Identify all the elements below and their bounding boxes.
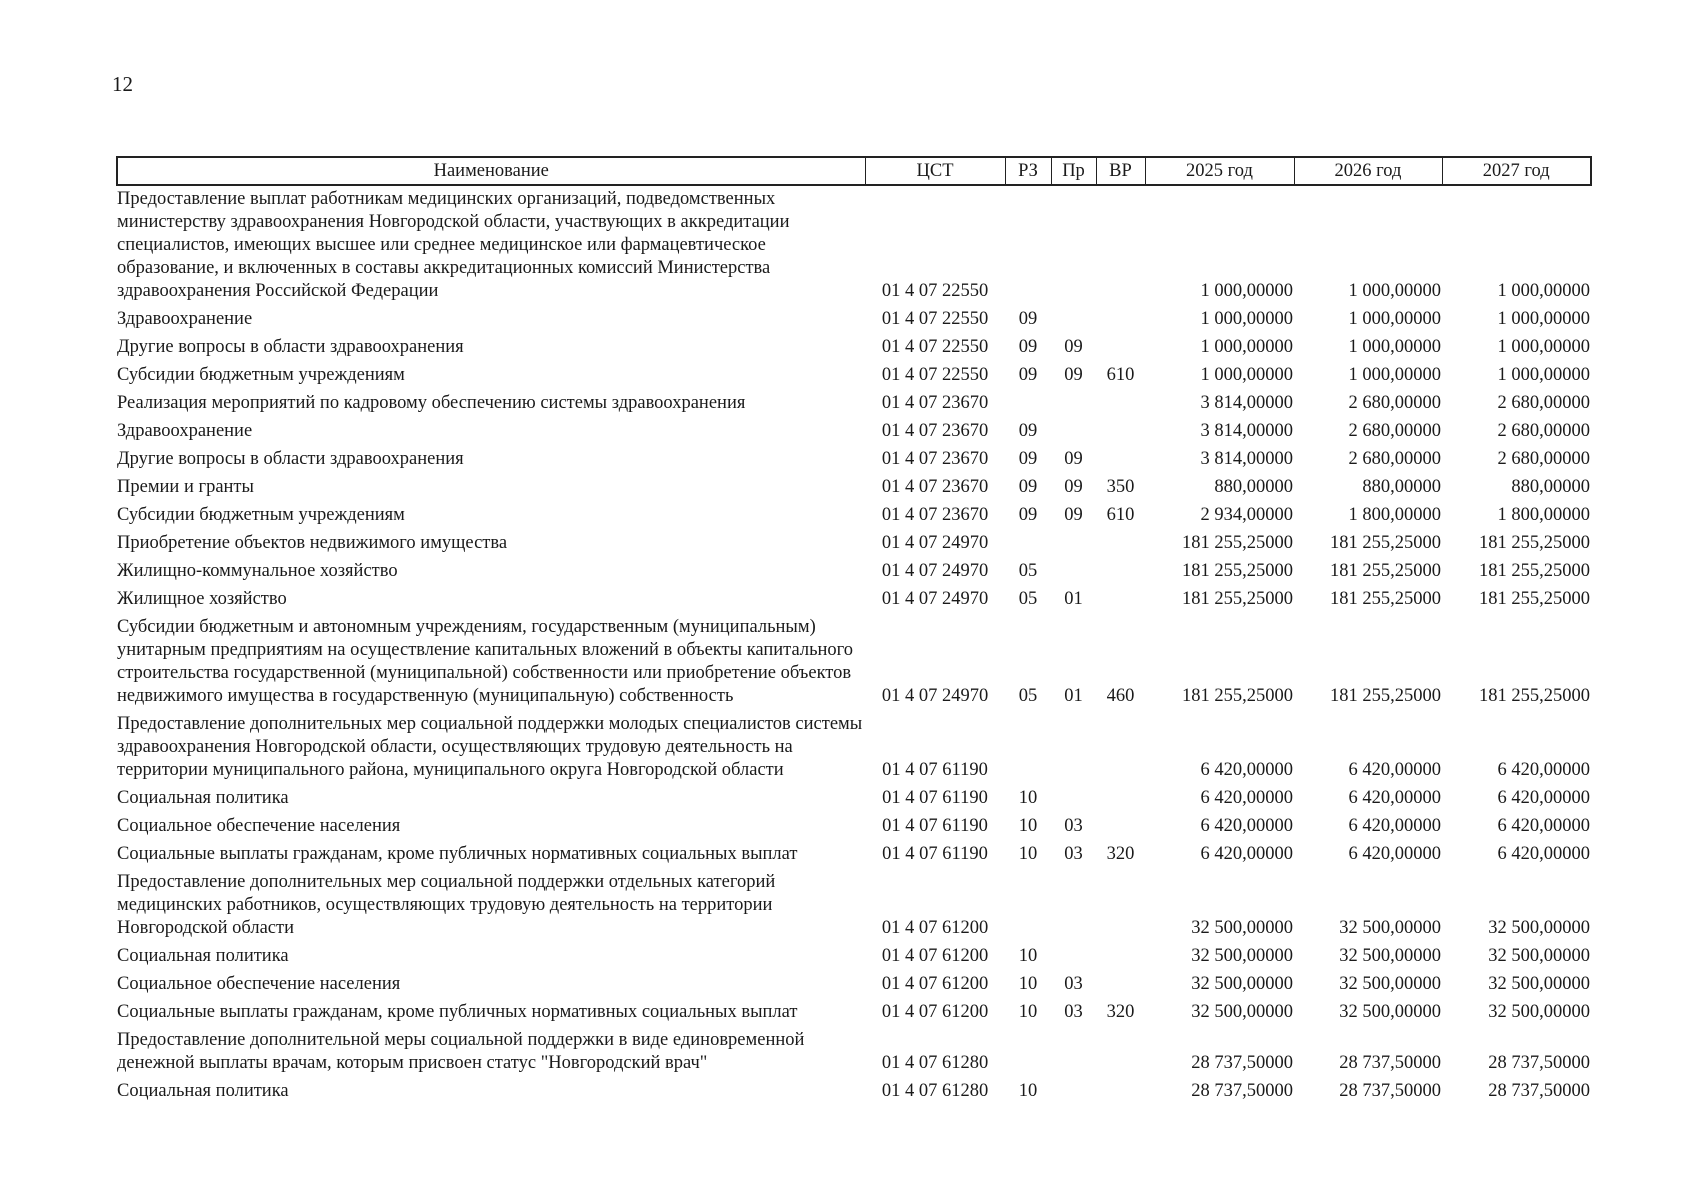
- row-2025-amount: 3 814,00000: [1200, 449, 1293, 469]
- row-pr: [1051, 558, 1096, 586]
- row-name: Социальная политика: [117, 1081, 289, 1101]
- row-2025-amount: 6 420,00000: [1200, 760, 1293, 780]
- row-2027-amount: 32 500,00000: [1488, 946, 1590, 966]
- row-2025-amount: 32 500,00000: [1191, 974, 1293, 994]
- row-vr: [1096, 971, 1145, 999]
- row-rz: 09: [1018, 505, 1038, 525]
- table-row: [117, 943, 1591, 971]
- row-2026-amount: 32 500,00000: [1339, 946, 1441, 966]
- row-rz: 10: [1018, 816, 1038, 836]
- row-name: Приобретение объектов недвижимого имущества: [117, 533, 508, 553]
- row-cst: 01 4 07 61280: [881, 1081, 989, 1101]
- table-row: [117, 1078, 1591, 1106]
- row-cst: 01 4 07 61190: [882, 760, 988, 780]
- row-name: Предоставление выплат работникам медицинских организаций, подведомственных министерству здравоохранения Новгородской области, участвующих в аккредитации специалистов, имеющих высшее или среднее медицинское или фармацевтическое образование, и включенных в составы аккредитационных комиссий Министерства здравоохранения Российской Федерации: [117, 189, 790, 301]
- row-2026-amount: 32 500,00000: [1339, 1002, 1441, 1022]
- row-vr: [1096, 558, 1145, 586]
- row-rz: [1005, 1027, 1051, 1078]
- row-2025-amount: 1 000,00000: [1200, 337, 1293, 357]
- row-rz: 09: [1018, 365, 1038, 385]
- row-2027-amount: 6 420,00000: [1497, 760, 1590, 780]
- row-2027-amount: 181 255,25000: [1479, 686, 1590, 706]
- row-name: Жилищно-коммунальное хозяйство: [117, 561, 398, 581]
- row-name: Реализация мероприятий по кадровому обеспечению системы здравоохранения: [117, 393, 746, 413]
- row-pr: [1051, 390, 1096, 418]
- row-2027-amount: 6 420,00000: [1497, 816, 1590, 836]
- row-2027-amount: 1 000,00000: [1497, 337, 1590, 357]
- header-cst: ЦСТ: [865, 157, 1005, 185]
- row-rz: [1005, 869, 1051, 943]
- row-rz: 10: [1018, 1081, 1038, 1101]
- row-cst: 01 4 07 61200: [881, 974, 989, 994]
- row-vr: 610: [1106, 505, 1135, 525]
- row-pr: [1051, 185, 1096, 306]
- row-vr: 460: [1106, 686, 1135, 706]
- table-row: [117, 841, 1591, 869]
- row-cst: 01 4 07 61200: [881, 946, 989, 966]
- row-name: Премии и гранты: [117, 477, 254, 497]
- row-name: Социальное обеспечение населения: [117, 974, 401, 994]
- row-rz: 09: [1018, 477, 1038, 497]
- row-vr: 320: [1106, 1002, 1135, 1022]
- table-row: [117, 474, 1591, 502]
- row-vr: [1096, 185, 1145, 306]
- row-2025-amount: 32 500,00000: [1191, 1002, 1293, 1022]
- row-cst: 01 4 07 61280: [881, 1053, 989, 1073]
- row-name: Здравоохранение: [117, 309, 253, 329]
- row-vr: [1096, 418, 1145, 446]
- row-cst: 01 4 07 22550: [881, 309, 989, 329]
- row-rz: [1005, 390, 1051, 418]
- row-2026-amount: 6 420,00000: [1348, 844, 1441, 864]
- row-cst: 01 4 07 22550: [881, 337, 989, 357]
- row-pr: [1051, 418, 1096, 446]
- row-pr: [1051, 1078, 1096, 1106]
- row-name: Здравоохранение: [117, 421, 253, 441]
- row-2026-amount: 880,00000: [1362, 477, 1441, 497]
- row-2025-amount: 2 934,00000: [1200, 505, 1293, 525]
- row-name: Предоставление дополнительных мер социальной поддержки отдельных категорий медицинских работников, осуществляющих трудовую деятельность на территории Новгородской области: [117, 872, 776, 938]
- row-name: Социальная политика: [117, 946, 289, 966]
- row-2026-amount: 6 420,00000: [1348, 816, 1441, 836]
- table-row: [117, 971, 1591, 999]
- row-2025-amount: 1 000,00000: [1200, 309, 1293, 329]
- row-2025-amount: 1 000,00000: [1200, 281, 1293, 301]
- header-rz: РЗ: [1005, 157, 1051, 185]
- table-row: [117, 362, 1591, 390]
- table-row: [117, 185, 1591, 306]
- header-2026: 2026 год: [1294, 157, 1442, 185]
- row-rz: [1005, 530, 1051, 558]
- row-2026-amount: 181 255,25000: [1330, 561, 1441, 581]
- row-2027-amount: 32 500,00000: [1488, 918, 1590, 938]
- row-cst: 01 4 07 61190: [882, 816, 988, 836]
- row-pr: 01: [1064, 589, 1083, 609]
- row-pr: 03: [1064, 844, 1083, 864]
- row-vr: [1096, 813, 1145, 841]
- row-rz: 05: [1018, 561, 1038, 581]
- row-pr: [1051, 785, 1096, 813]
- row-pr: 03: [1064, 816, 1083, 836]
- row-vr: [1096, 869, 1145, 943]
- row-2025-amount: 181 255,25000: [1182, 533, 1293, 553]
- page-number: 12: [112, 72, 133, 96]
- row-2025-amount: 181 255,25000: [1182, 589, 1293, 609]
- row-vr: 320: [1106, 844, 1135, 864]
- row-pr: [1051, 943, 1096, 971]
- row-2026-amount: 2 680,00000: [1348, 421, 1441, 441]
- row-vr: 350: [1106, 477, 1135, 497]
- row-cst: 01 4 07 22550: [881, 281, 989, 301]
- row-name: Социальные выплаты гражданам, кроме публичных нормативных социальных выплат: [117, 844, 798, 864]
- table-row: [117, 334, 1591, 362]
- row-rz: 10: [1018, 844, 1038, 864]
- row-2026-amount: 181 255,25000: [1330, 589, 1441, 609]
- row-pr: [1051, 306, 1096, 334]
- row-2025-amount: 880,00000: [1214, 477, 1293, 497]
- row-cst: 01 4 07 24970: [881, 686, 989, 706]
- row-vr: [1096, 1078, 1145, 1106]
- row-2025-amount: 3 814,00000: [1200, 421, 1293, 441]
- row-rz: 10: [1018, 1002, 1038, 1022]
- row-vr: [1096, 1027, 1145, 1078]
- row-rz: 05: [1018, 686, 1038, 706]
- row-cst: 01 4 07 22550: [881, 365, 989, 385]
- row-name: Другие вопросы в области здравоохранения: [117, 337, 464, 357]
- header-vr: ВР: [1096, 157, 1145, 185]
- row-rz: 10: [1018, 974, 1038, 994]
- row-vr: 610: [1106, 365, 1135, 385]
- row-2026-amount: 1 000,00000: [1348, 309, 1441, 329]
- row-2026-amount: 28 737,50000: [1339, 1081, 1441, 1101]
- row-2027-amount: 28 737,50000: [1488, 1081, 1590, 1101]
- budget-table: [116, 156, 1592, 1106]
- row-2027-amount: 28 737,50000: [1488, 1053, 1590, 1073]
- row-name: Социальная политика: [117, 788, 289, 808]
- row-vr: [1096, 785, 1145, 813]
- table-row: [117, 502, 1591, 530]
- row-cst: 01 4 07 23670: [881, 477, 989, 497]
- row-2027-amount: 181 255,25000: [1479, 589, 1590, 609]
- row-2027-amount: 2 680,00000: [1497, 393, 1590, 413]
- row-pr: 09: [1064, 477, 1083, 497]
- table-row: [117, 558, 1591, 586]
- row-2025-amount: 28 737,50000: [1191, 1081, 1293, 1101]
- row-pr: [1051, 1027, 1096, 1078]
- row-2027-amount: 880,00000: [1511, 477, 1590, 497]
- header-2027: 2027 год: [1442, 157, 1591, 185]
- row-cst: 01 4 07 24970: [881, 561, 989, 581]
- row-name: Предоставление дополнительных мер социальной поддержки молодых специалистов системы здравоохранения Новгородской области, осуществляющих трудовую деятельность на территории муниципального района, муниципального округа Новгородской области: [117, 714, 863, 780]
- row-vr: [1096, 306, 1145, 334]
- row-2026-amount: 1 000,00000: [1348, 281, 1441, 301]
- row-vr: [1096, 586, 1145, 614]
- table-row: [117, 418, 1591, 446]
- header-row: [117, 157, 1591, 185]
- row-2026-amount: 6 420,00000: [1348, 760, 1441, 780]
- row-cst: 01 4 07 61200: [881, 918, 989, 938]
- row-name: Предоставление дополнительной меры социальной поддержки в виде единовременной денежной выплаты врачам, которым присвоен статус "Новгородский врач": [117, 1030, 805, 1073]
- row-2025-amount: 6 420,00000: [1200, 788, 1293, 808]
- row-2025-amount: 32 500,00000: [1191, 918, 1293, 938]
- row-vr: [1096, 530, 1145, 558]
- row-2027-amount: 32 500,00000: [1488, 974, 1590, 994]
- row-2025-amount: 32 500,00000: [1191, 946, 1293, 966]
- table-row: [117, 306, 1591, 334]
- table-header: [117, 157, 1591, 185]
- row-rz: 09: [1018, 449, 1038, 469]
- header-pr: Пр: [1051, 157, 1096, 185]
- row-2026-amount: 2 680,00000: [1348, 393, 1441, 413]
- row-2026-amount: 32 500,00000: [1339, 974, 1441, 994]
- row-2027-amount: 6 420,00000: [1497, 788, 1590, 808]
- header-2025: 2025 год: [1145, 157, 1294, 185]
- table-row: [117, 999, 1591, 1027]
- row-name: Социальные выплаты гражданам, кроме публичных нормативных социальных выплат: [117, 1002, 798, 1022]
- row-2026-amount: 181 255,25000: [1330, 686, 1441, 706]
- table-row: [117, 586, 1591, 614]
- row-rz: [1005, 185, 1051, 306]
- row-2025-amount: 1 000,00000: [1200, 365, 1293, 385]
- row-name: Другие вопросы в области здравоохранения: [117, 449, 464, 469]
- row-2026-amount: 181 255,25000: [1330, 533, 1441, 553]
- row-rz: 10: [1018, 946, 1038, 966]
- row-cst: 01 4 07 24970: [881, 533, 989, 553]
- row-2027-amount: 2 680,00000: [1497, 421, 1590, 441]
- row-rz: [1005, 711, 1051, 785]
- row-rz: 09: [1018, 421, 1038, 441]
- row-pr: 03: [1064, 974, 1083, 994]
- row-cst: 01 4 07 61190: [882, 788, 988, 808]
- row-pr: 01: [1064, 686, 1083, 706]
- row-cst: 01 4 07 23670: [881, 449, 989, 469]
- row-2025-amount: 6 420,00000: [1200, 816, 1293, 836]
- table-row: [117, 785, 1591, 813]
- row-2026-amount: 2 680,00000: [1348, 449, 1441, 469]
- row-cst: 01 4 07 61190: [882, 844, 988, 864]
- row-2027-amount: 1 000,00000: [1497, 365, 1590, 385]
- table-row: [117, 390, 1591, 418]
- row-pr: 09: [1064, 505, 1083, 525]
- row-vr: [1096, 334, 1145, 362]
- row-name: Субсидии бюджетным учреждениям: [117, 505, 405, 525]
- table-row: [117, 530, 1591, 558]
- row-cst: 01 4 07 23670: [881, 393, 989, 413]
- row-2027-amount: 32 500,00000: [1488, 1002, 1590, 1022]
- row-2026-amount: 1 800,00000: [1348, 505, 1441, 525]
- table-row: [117, 711, 1591, 785]
- row-vr: [1096, 943, 1145, 971]
- row-2025-amount: 3 814,00000: [1200, 393, 1293, 413]
- row-vr: [1096, 446, 1145, 474]
- row-2025-amount: 28 737,50000: [1191, 1053, 1293, 1073]
- row-2026-amount: 6 420,00000: [1348, 788, 1441, 808]
- row-vr: [1096, 711, 1145, 785]
- row-2027-amount: 6 420,00000: [1497, 844, 1590, 864]
- row-2025-amount: 181 255,25000: [1182, 686, 1293, 706]
- row-2026-amount: 1 000,00000: [1348, 365, 1441, 385]
- row-2027-amount: 1 800,00000: [1497, 505, 1590, 525]
- row-2026-amount: 28 737,50000: [1339, 1053, 1441, 1073]
- row-pr: 09: [1064, 449, 1083, 469]
- table-row: [117, 446, 1591, 474]
- row-name: Субсидии бюджетным и автономным учреждениям, государственным (муниципальным) унитарным предприятиям на осуществление капитальных вложений в объекты капитального строительства государственной (муниципальной) собственности или приобретение объектов недвижимого имущества в государственную (муниципальную) собственность: [117, 617, 854, 706]
- row-name: Субсидии бюджетным учреждениям: [117, 365, 405, 385]
- row-rz: 09: [1018, 337, 1038, 357]
- row-2026-amount: 1 000,00000: [1348, 337, 1441, 357]
- row-2027-amount: 1 000,00000: [1497, 281, 1590, 301]
- row-rz: 05: [1018, 589, 1038, 609]
- row-pr: [1051, 869, 1096, 943]
- row-2027-amount: 1 000,00000: [1497, 309, 1590, 329]
- row-vr: [1096, 390, 1145, 418]
- row-rz: 10: [1018, 788, 1038, 808]
- row-2025-amount: 181 255,25000: [1182, 561, 1293, 581]
- row-2027-amount: 2 680,00000: [1497, 449, 1590, 469]
- row-rz: 09: [1018, 309, 1038, 329]
- row-pr: [1051, 530, 1096, 558]
- table-row: [117, 1027, 1591, 1078]
- row-pr: 09: [1064, 365, 1083, 385]
- row-pr: 03: [1064, 1002, 1083, 1022]
- table-row: [117, 813, 1591, 841]
- header-name: Наименование: [117, 157, 865, 185]
- table-row: [117, 869, 1591, 943]
- row-name: Социальное обеспечение населения: [117, 816, 401, 836]
- row-name: Жилищное хозяйство: [117, 589, 287, 609]
- row-2027-amount: 181 255,25000: [1479, 561, 1590, 581]
- row-pr: 09: [1064, 337, 1083, 357]
- row-pr: [1051, 711, 1096, 785]
- row-cst: 01 4 07 23670: [881, 505, 989, 525]
- row-2025-amount: 6 420,00000: [1200, 844, 1293, 864]
- row-cst: 01 4 07 24970: [881, 589, 989, 609]
- row-2027-amount: 181 255,25000: [1479, 533, 1590, 553]
- table-body: [117, 185, 1591, 1106]
- row-cst: 01 4 07 23670: [881, 421, 989, 441]
- table-row: [117, 614, 1591, 711]
- row-cst: 01 4 07 61200: [881, 1002, 989, 1022]
- row-2026-amount: 32 500,00000: [1339, 918, 1441, 938]
